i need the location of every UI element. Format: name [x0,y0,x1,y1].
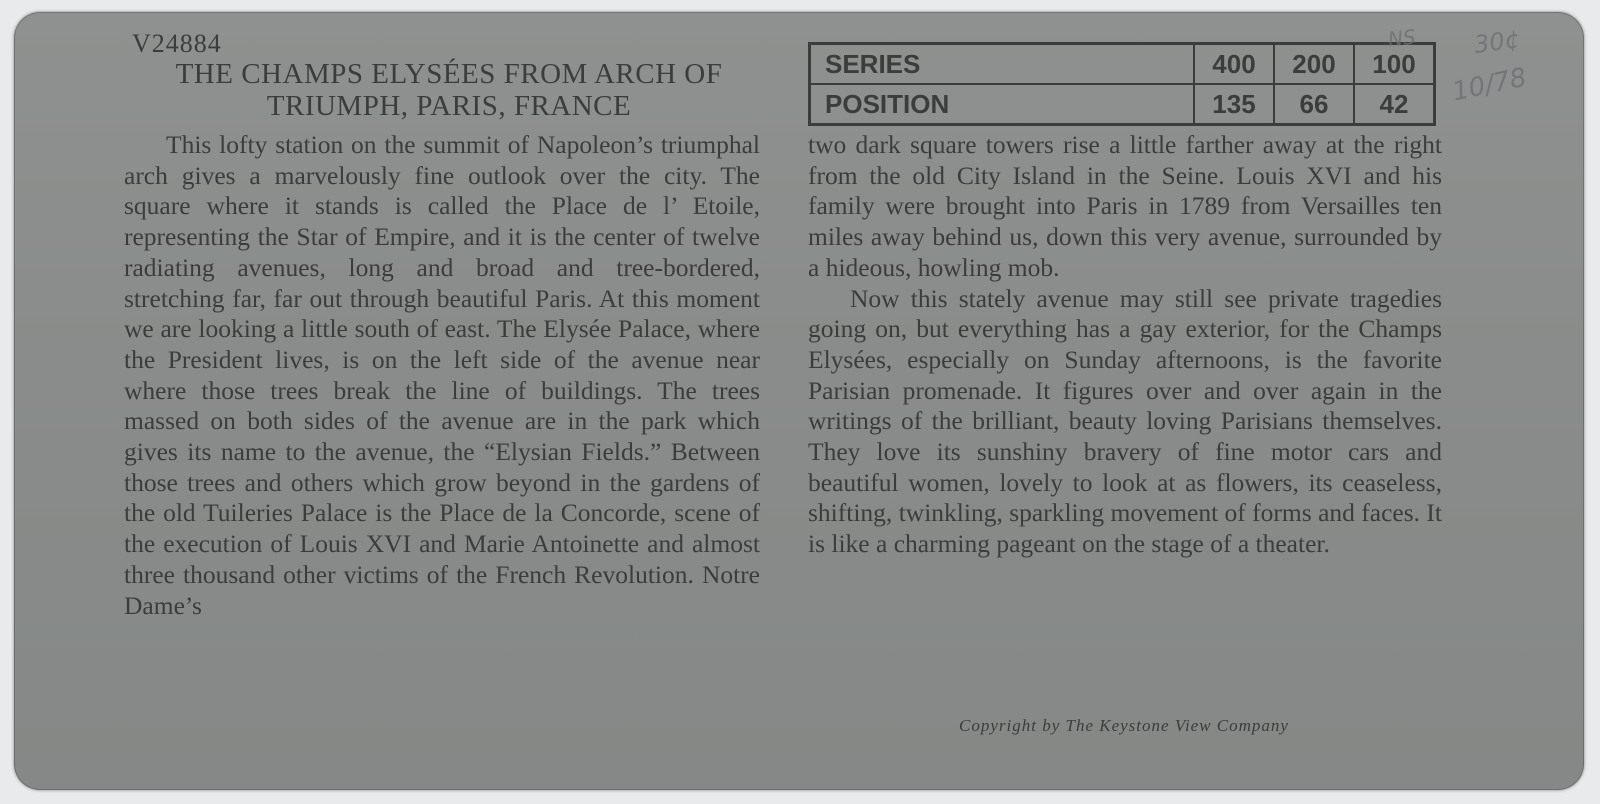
text-column-left [124,130,760,621]
series-200: 200 [1274,44,1354,85]
series-100: 100 [1354,44,1435,85]
position-66: 66 [1274,84,1354,125]
position-label: POSITION [810,84,1195,125]
position-135: 135 [1194,84,1274,125]
handwritten-date: 10/78 [1449,62,1530,108]
stereoview-card-back [14,12,1584,790]
paragraph: Now this stately avenue may still see private tragedies going on, but everything has a gay exterior, for the Champs Elysées, especially on Sunday afternoons, is the favorite Parisian promenade. It figures over and over again in the writings of the brilliant, beauty loving Parisians themselves. They love its sunshiny bravery of fine motor cars and beautiful women, lovely to look at as flowers, its ceaseless, shifting, twinkling, sparkling movement of forms and faces. It is like a charming pageant on the stage of a theater. [808,283,1442,559]
series-row [810,44,1435,85]
copyright-line: Copyright by The Keystone View Company [959,716,1289,735]
series-position-table [808,42,1436,126]
handwritten-price: 30¢ [1472,24,1522,60]
paragraph: This lofty station on the summit of Napoleon’s triumphal arch gives a marvelously fine outlook over the city. The square where it stands is called the Place de l’ Etoile, representing the Star of Empire, and it is the center of twelve radiating avenues, long and broad and tree-bordered, stretching far, far out through beautiful Paris. At this moment we are looking a little south of east. The Elysée Palace, where the President lives, is on the left side of the avenue near where those trees break the line of buildings. The trees massed on both sides of the avenue are in the park which gives its name to the avenue, the “Elysian Fields.” Between those trees and others which grow beyond in the gardens of the old Tuileries Palace is the Place de la Concorde, scene of the execution of Louis XVI and Marie Antoinette and almost three thousand other victims of the French Revolution. Notre Dame’s [124,130,760,620]
text-column-right [808,130,1442,560]
catalog-number: V24884 [132,29,222,58]
paragraph: two dark square towers rise a little farther away at the right from the old City Island in the Seine. Louis XVI and his family were brought into Paris in 1789 from Versailles ten miles away behind us, down this very avenue, surrounded by a hideous, howling mob. [808,130,1442,282]
position-row [810,84,1435,125]
position-42: 42 [1354,84,1435,125]
card-title: THE CHAMPS ELYSÉES FROM ARCH OF TRIUMPH, PARIS, FRANCE [175,58,723,122]
series-label: SERIES [810,44,1195,85]
handwritten-initials: NS [1386,24,1417,52]
series-400: 400 [1194,44,1274,85]
